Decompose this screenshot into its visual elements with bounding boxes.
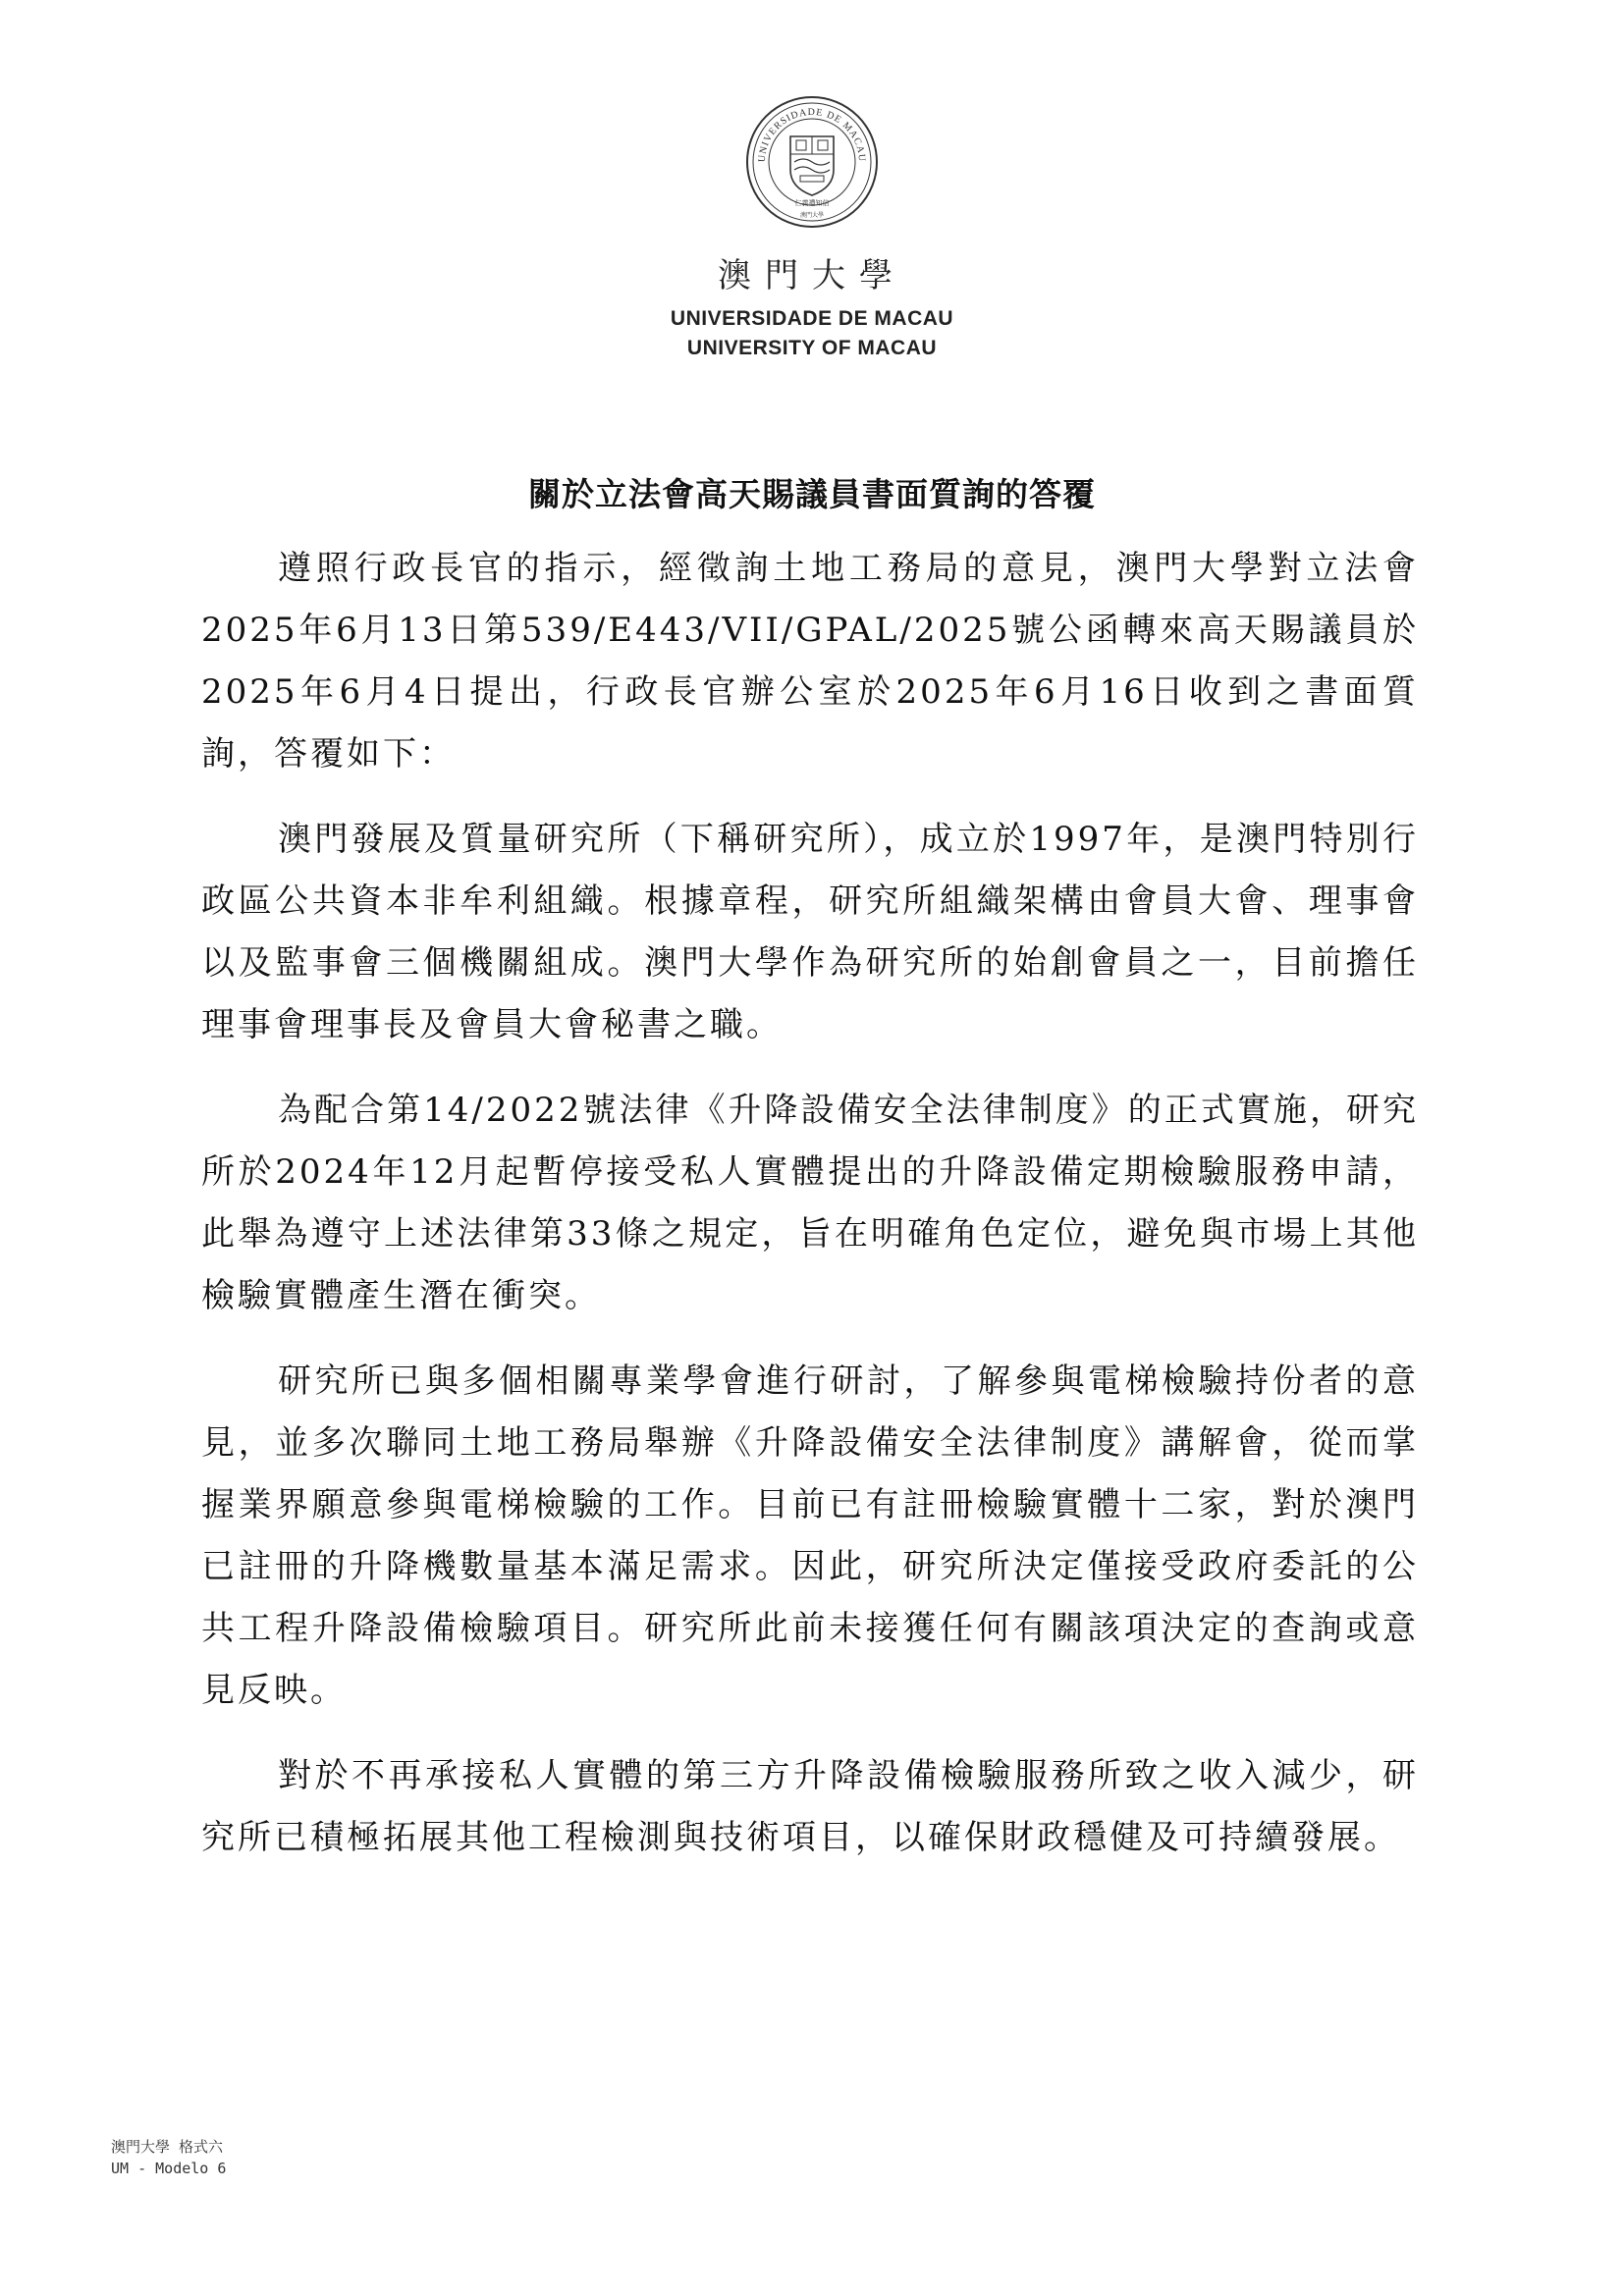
document-title: 關於立法會高天賜議員書面質詢的答覆 — [528, 475, 1096, 513]
paragraph-institute-background: 澳門發展及質量研究所（下稱研究所），成立於1997年，是澳門特別行政區公共資本非牟利組織。根據章程，研究所組織架構由會員大會、理事會以及監事會三個機關組成。澳門大學作為研究所的始創會員之一，目前擔任理事會理事長及會員大會秘書之職。 — [201, 820, 1419, 1044]
page-footer — [111, 2136, 226, 2179]
footer-form-label-model: UM - Modelo 6 — [111, 2160, 227, 2177]
paragraph-suspension: 為配合第14/2022號法律《升降設備安全法律制度》的正式實施，研究所於2024年12月起暫停接受私人實體提出的升降設備定期檢驗服務申請，此舉為遵守上述法律第33條之規定，旨在明確角色定位，避免與市場上其他檢驗實體產生潛在衝突。 — [201, 1091, 1419, 1315]
university-name-chinese: 澳門大學 — [718, 256, 906, 295]
svg-text:UNIVERSIDADE DE MACAU: UNIVERSIDADE DE MACAU — [756, 106, 868, 163]
paragraph-consultation: 研究所已與多個相關專業學會進行研討，了解參與電梯檢驗持份者的意見，並多次聯同土地工務局舉辦《升降設備安全法律制度》講解會，從而掌握業界願意參與電梯檢驗的工作。目前已有註冊檢驗實體十二家，對於澳門已註冊的升降機數量基本滿足需求。因此，研究所決定僅接受政府委託的公共工程升降設備檢驗項目。研究所此前未接獲任何有關該項決定的查詢或意見反映。 — [201, 1362, 1419, 1710]
university-name-english: UNIVERSITY OF MACAU — [686, 337, 938, 359]
footer-form-label-chinese: 澳門大學 格式六 — [111, 2138, 224, 2156]
paragraph-intro: 遵照行政長官的指示，經徵詢土地工務局的意見，澳門大學對立法會2025年6月13日第539/E443/VII/GPAL/2025號公函轉來高天賜議員於2025年6月4日提出，行政長官辦公室於2025年6月16日收到之書面質詢，答覆如下： — [201, 549, 1419, 774]
paragraph-finance: 對於不再承接私人實體的第三方升降設備檢驗服務所致之收入減少，研究所已積極拓展其他工程檢測與技術項目，以確保財政穩健及可持續發展。 — [201, 1756, 1419, 1857]
university-name-portuguese: UNIVERSIDADE DE MACAU — [670, 307, 954, 330]
university-seal-icon — [743, 93, 881, 231]
letterhead — [0, 93, 1624, 363]
svg-text:澳門大學: 澳門大學 — [799, 212, 825, 219]
svg-text:仁義禮知信: 仁義禮知信 — [794, 199, 830, 207]
document-body — [201, 538, 1419, 1893]
